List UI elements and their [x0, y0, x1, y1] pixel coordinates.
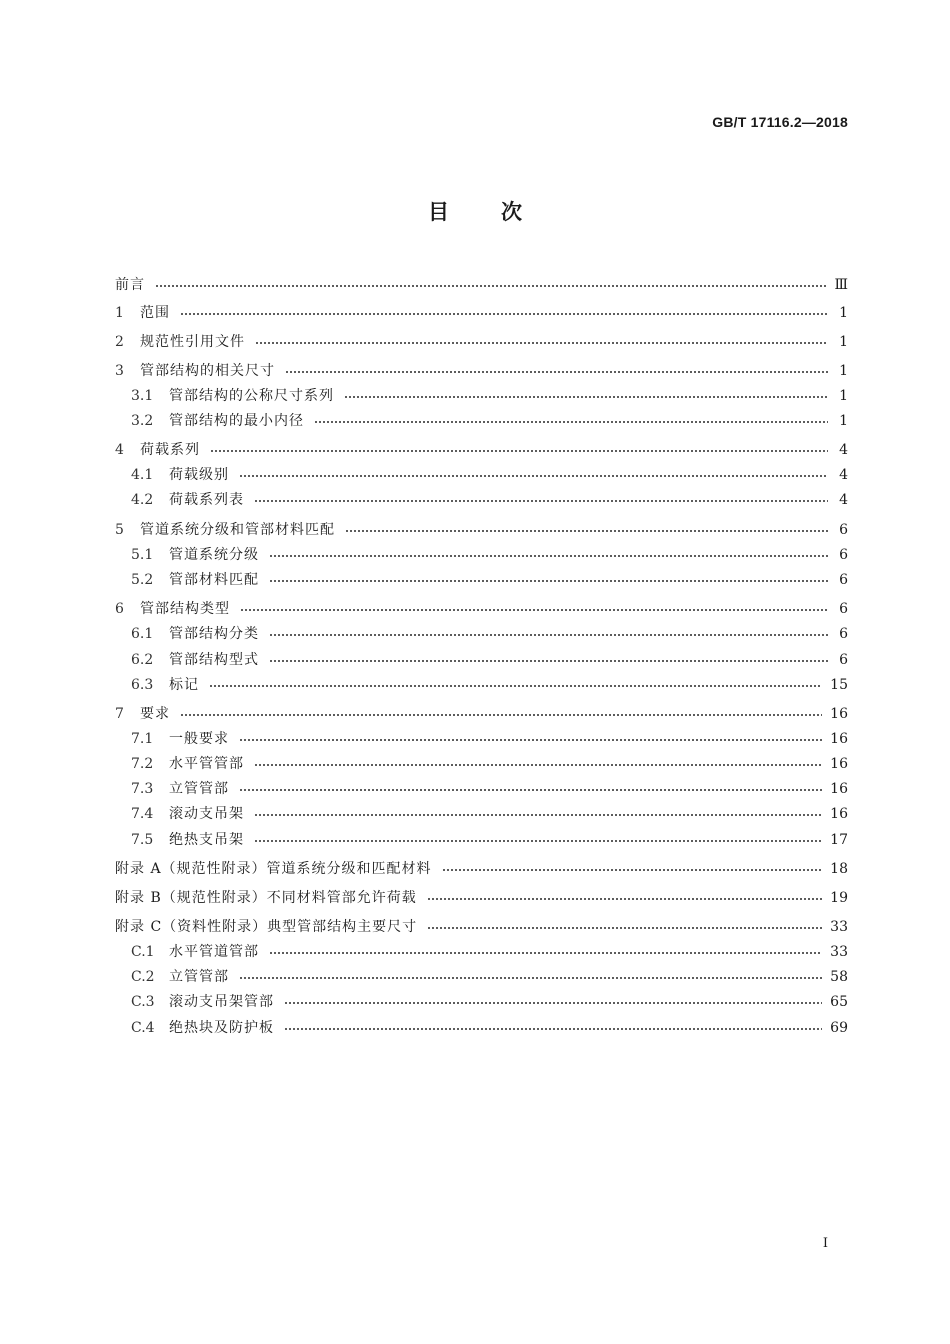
toc-entry-page: 69 — [830, 1020, 848, 1036]
toc-entry-number: C.3 — [131, 994, 155, 1010]
toc-entry-page: 6 — [839, 626, 848, 642]
toc-entry[interactable] — [131, 411, 848, 431]
toc-entry[interactable] — [131, 675, 848, 695]
toc-entry-label: 绝热支吊架 — [169, 832, 244, 848]
toc-entry-number: 6 — [115, 601, 124, 617]
toc-leader-dots — [269, 660, 828, 662]
toc-entry[interactable] — [131, 650, 848, 670]
toc-entry-page: 4 — [839, 442, 848, 458]
toc-entry-number: 4.2 — [131, 492, 154, 508]
toc-entry[interactable] — [131, 967, 848, 987]
toc-entry[interactable] — [115, 917, 848, 937]
toc-entry[interactable] — [115, 704, 848, 724]
toc-entry[interactable] — [115, 303, 848, 323]
toc-entry-page: 4 — [839, 467, 848, 483]
toc-leader-dots — [239, 739, 822, 741]
toc-leader-dots — [442, 869, 823, 871]
toc-entry-label: 荷载系列 — [140, 442, 200, 458]
toc-entry-page: 4 — [839, 492, 848, 508]
toc-entry-number: 2 — [115, 334, 124, 350]
toc-entry-page: 6 — [839, 522, 848, 538]
toc-entry[interactable] — [131, 490, 848, 510]
toc-entry-number: 3.1 — [131, 388, 154, 404]
toc-entry-page: 33 — [830, 944, 848, 960]
toc-entry-label: 水平管管部 — [169, 756, 244, 772]
toc-entry[interactable] — [131, 1018, 848, 1038]
toc-leader-dots — [284, 1002, 822, 1004]
toc-entry[interactable] — [115, 888, 848, 908]
toc-leader-dots — [155, 285, 826, 287]
toc-leader-dots — [180, 313, 828, 315]
toc-entry-number: 5 — [115, 522, 124, 538]
toc-entry-number: 7.3 — [131, 781, 154, 797]
toc-entry-page: 16 — [830, 781, 848, 797]
toc-leader-dots — [285, 371, 828, 373]
toc-entry-page: 6 — [839, 547, 848, 563]
toc-entry[interactable] — [115, 440, 848, 460]
toc-entry-page: 1 — [839, 363, 848, 379]
toc-entry-page: 58 — [830, 969, 848, 985]
toc-entry-number: 7.4 — [131, 806, 154, 822]
toc-entry-label: 绝热块及防护板 — [169, 1020, 274, 1036]
toc-entry-label: 管部结构型式 — [169, 652, 259, 668]
page-title: 目次 — [428, 200, 574, 224]
toc-entry-label: 管部结构类型 — [140, 601, 230, 617]
toc-entry[interactable] — [115, 361, 848, 381]
toc-entry-number: 3.2 — [131, 413, 154, 429]
toc-entry-label: 附录 C（资料性附录）典型管部结构主要尺寸 — [115, 919, 418, 935]
toc-entry-label: 管部结构的相关尺寸 — [140, 363, 275, 379]
toc-entry-number: 5.2 — [131, 572, 154, 588]
toc-entry[interactable] — [115, 520, 848, 540]
toc-entry-label: 一般要求 — [169, 731, 229, 747]
toc-entry-page: 1 — [839, 413, 848, 429]
page-number: I — [822, 1236, 828, 1251]
toc-leader-dots — [209, 685, 822, 687]
toc-entry-number: 7.2 — [131, 756, 154, 772]
toc-entry[interactable] — [131, 754, 848, 774]
toc-entry[interactable] — [115, 275, 848, 295]
toc-entry-page: 6 — [839, 652, 848, 668]
toc-leader-dots — [240, 609, 828, 611]
toc-leader-dots — [254, 500, 828, 502]
toc-entry-number: 7.5 — [131, 832, 154, 848]
toc-entry-label: 管部材料匹配 — [169, 572, 259, 588]
toc-entry[interactable] — [131, 992, 848, 1012]
toc-entry[interactable] — [131, 830, 848, 850]
toc-entry-label: 立管管部 — [169, 781, 229, 797]
toc-entry[interactable] — [131, 729, 848, 749]
toc-entry-label: 管道系统分级和管部材料匹配 — [140, 522, 335, 538]
toc-entry-page: 6 — [839, 572, 848, 588]
toc-leader-dots — [284, 1028, 822, 1030]
toc-entry-number: 7.1 — [131, 731, 154, 747]
toc-leader-dots — [254, 814, 822, 816]
toc-entry-page: 18 — [830, 861, 848, 877]
toc-entry-number: 4 — [115, 442, 124, 458]
toc-entry-page: 6 — [839, 601, 848, 617]
toc-entry-label: 附录 A（规范性附录）管道系统分级和匹配材料 — [115, 861, 432, 877]
toc-entry-number: 6.3 — [131, 677, 154, 693]
toc-entry-label: 荷载级别 — [169, 467, 229, 483]
toc-leader-dots — [254, 840, 822, 842]
toc-entry-label: 滚动支吊架管部 — [169, 994, 274, 1010]
toc-entry[interactable] — [131, 779, 848, 799]
toc-entry-page: 1 — [839, 334, 848, 350]
toc-entry-page: 16 — [830, 706, 848, 722]
toc-entry-label: 要求 — [140, 706, 170, 722]
toc-entry-label: 管部结构的公称尺寸系列 — [169, 388, 334, 404]
toc-entry-page: 1 — [839, 305, 848, 321]
toc-leader-dots — [269, 555, 828, 557]
toc-entry-label: 前言 — [115, 277, 145, 293]
toc-leader-dots — [314, 421, 828, 423]
toc-entry[interactable] — [131, 570, 848, 590]
toc-entry-label: 立管管部 — [169, 969, 229, 985]
toc-entry-label: 水平管道管部 — [169, 944, 259, 960]
toc-entry-page: 16 — [830, 806, 848, 822]
toc-entry-number: C.4 — [131, 1020, 155, 1036]
toc-entry-number: 7 — [115, 706, 124, 722]
toc-leader-dots — [427, 898, 822, 900]
toc-entry-page: 17 — [830, 832, 848, 848]
toc-entry-label: 滚动支吊架 — [169, 806, 244, 822]
toc-leader-dots — [345, 530, 828, 532]
toc-entry-page: 65 — [830, 994, 848, 1010]
toc-entry[interactable] — [115, 859, 848, 879]
toc-entry-page: 33 — [830, 919, 848, 935]
toc-entry-page: 19 — [830, 890, 848, 906]
toc-leader-dots — [344, 396, 828, 398]
toc-entry-label: 附录 B（规范性附录）不同材料管部允许荷载 — [115, 890, 417, 906]
toc-entry-number: 6.1 — [131, 626, 154, 642]
toc-entry[interactable] — [131, 624, 848, 644]
toc-leader-dots — [239, 977, 822, 979]
toc-entry-page: Ⅲ — [834, 277, 848, 293]
toc-entry-number: C.2 — [131, 969, 155, 985]
toc-entry-number: 6.2 — [131, 652, 154, 668]
toc-entry[interactable] — [131, 386, 848, 406]
toc-entry[interactable] — [131, 545, 848, 565]
toc-entry[interactable] — [115, 332, 848, 352]
toc-leader-dots — [427, 927, 822, 929]
toc-entry-page: 16 — [830, 731, 848, 747]
toc-leader-dots — [255, 342, 828, 344]
toc-leader-dots — [269, 634, 828, 636]
toc-entry-label: 管部结构分类 — [169, 626, 259, 642]
toc-entry-label: 范围 — [140, 305, 170, 321]
toc-entry-label: 荷载系列表 — [169, 492, 244, 508]
toc-entry-number: 4.1 — [131, 467, 154, 483]
toc-leader-dots — [239, 475, 828, 477]
toc-entry-number: 3 — [115, 363, 124, 379]
toc-entry-number: C.1 — [131, 944, 155, 960]
standard-number: GB/T 17116.2—2018 — [712, 114, 848, 130]
toc-entry[interactable] — [131, 465, 848, 485]
toc-entry[interactable] — [131, 804, 848, 824]
toc-entry-number: 1 — [115, 305, 124, 321]
toc-entry[interactable] — [131, 942, 848, 962]
toc-leader-dots — [239, 789, 822, 791]
toc-leader-dots — [269, 580, 828, 582]
toc-entry-page: 15 — [830, 677, 848, 693]
toc-entry[interactable] — [115, 599, 848, 619]
toc-entry-page: 1 — [839, 388, 848, 404]
toc-leader-dots — [180, 714, 822, 716]
toc-entry-label: 管道系统分级 — [169, 547, 259, 563]
toc-entry-label: 规范性引用文件 — [140, 334, 245, 350]
toc-leader-dots — [269, 952, 822, 954]
toc-entry-page: 16 — [830, 756, 848, 772]
toc-leader-dots — [254, 764, 822, 766]
toc-entry-label: 管部结构的最小内径 — [169, 413, 304, 429]
toc-entry-label: 标记 — [169, 677, 199, 693]
toc-leader-dots — [210, 450, 828, 452]
toc-entry-number: 5.1 — [131, 547, 154, 563]
